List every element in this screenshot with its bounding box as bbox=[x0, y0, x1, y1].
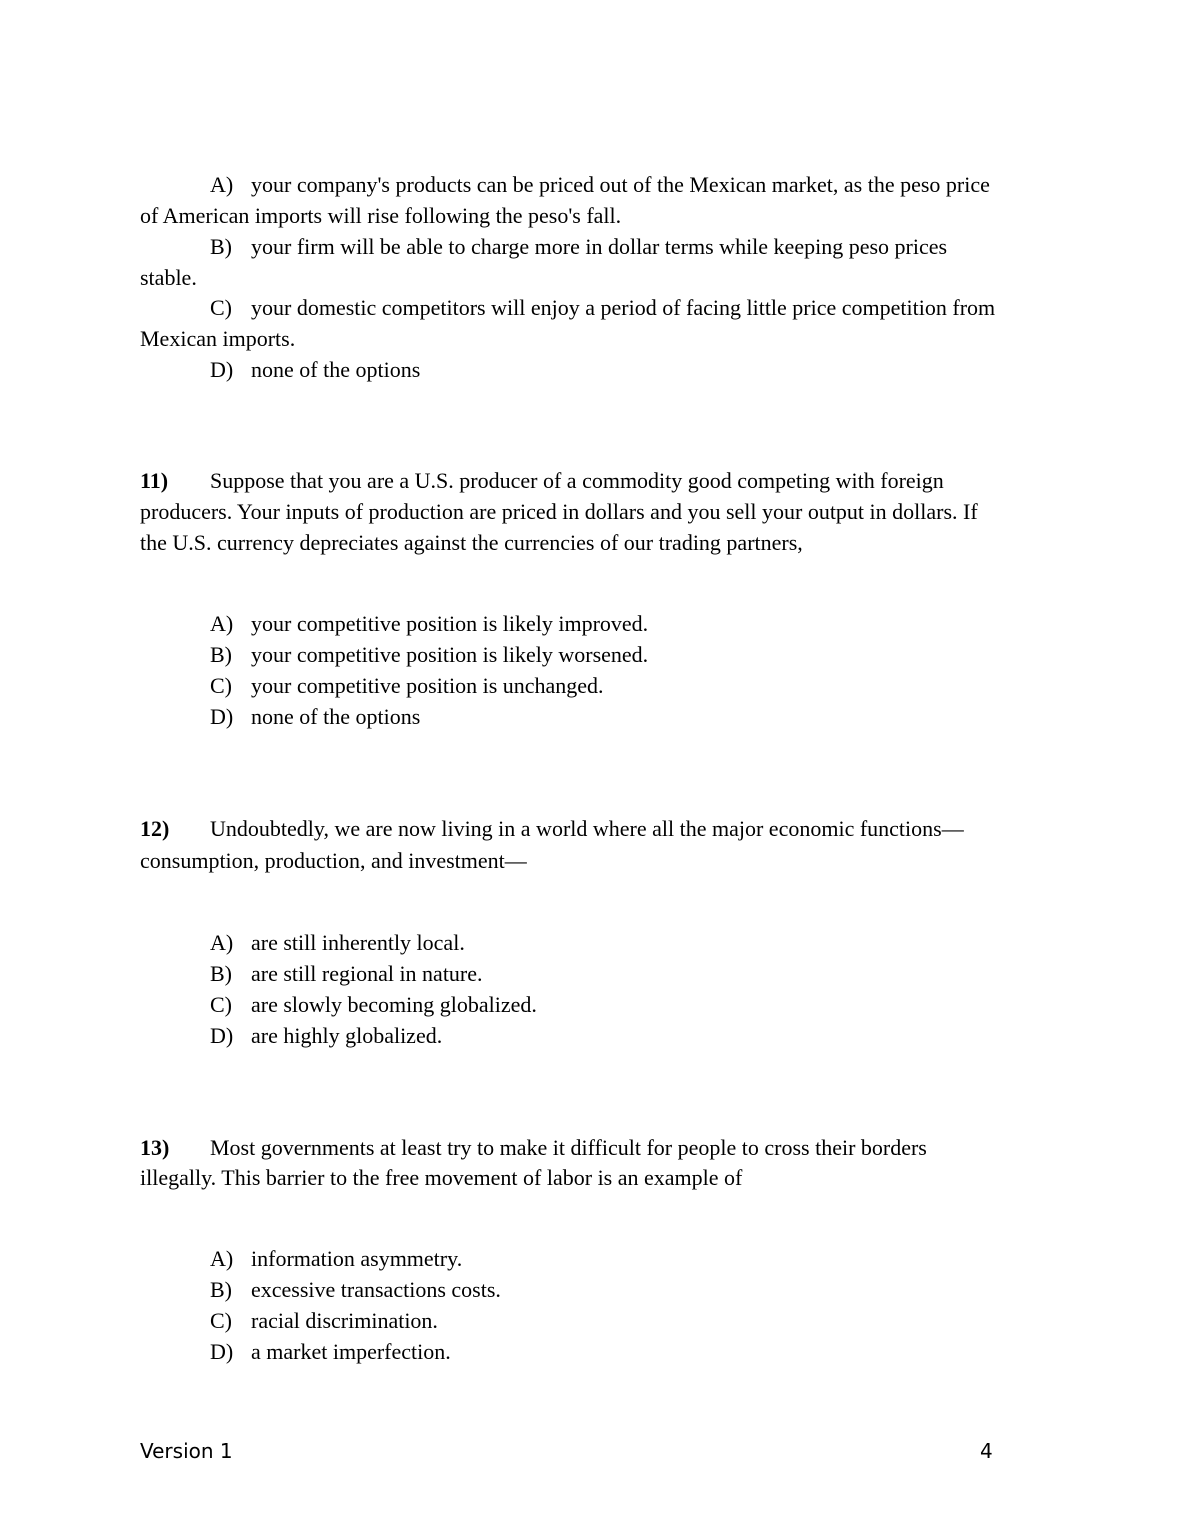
q12-option-b bbox=[210, 959, 483, 989]
option-text: are still regional in nature. bbox=[251, 961, 483, 986]
question-text: Most governments at least try to make it difficult for people to cross their borders bbox=[210, 1135, 927, 1160]
question-number: 11) bbox=[140, 468, 169, 493]
q11-stem-line2: producers. Your inputs of production are priced in dollars and you sell your output in dollars. If bbox=[140, 499, 978, 524]
option-text: none of the options bbox=[251, 357, 421, 382]
option-text: excessive transactions costs. bbox=[251, 1277, 501, 1302]
question-number: 12) bbox=[140, 816, 170, 841]
question-number: 13) bbox=[140, 1135, 170, 1160]
option-text: information asymmetry. bbox=[251, 1246, 463, 1271]
option-text: are slowly becoming globalized. bbox=[251, 992, 537, 1017]
option-letter: A) bbox=[210, 611, 234, 636]
option-letter: B) bbox=[210, 1277, 232, 1302]
option-text: are still inherently local. bbox=[251, 930, 465, 955]
q13-stem-line1 bbox=[140, 1133, 927, 1163]
q10-option-b bbox=[210, 232, 947, 262]
q11-option-d bbox=[210, 702, 420, 732]
q12-option-a bbox=[210, 928, 465, 958]
option-text: your company's products can be priced out of the Mexican market, as the peso price bbox=[251, 172, 990, 197]
option-text: none of the options bbox=[251, 704, 421, 729]
q12-option-d bbox=[210, 1021, 442, 1051]
q10-option-c bbox=[210, 293, 995, 323]
option-letter: D) bbox=[210, 704, 234, 729]
footer-page-number: 4 bbox=[980, 1439, 993, 1463]
option-letter: B) bbox=[210, 234, 232, 259]
q12-stem-line2: consumption, production, and investment— bbox=[140, 848, 527, 873]
q13-stem-line2: illegally. This barrier to the free movement of labor is an example of bbox=[140, 1165, 743, 1190]
q11-option-b bbox=[210, 640, 648, 670]
option-letter: D) bbox=[210, 1339, 234, 1364]
option-letter: B) bbox=[210, 642, 232, 667]
question-text: Undoubtedly, we are now living in a world where all the major economic functions— bbox=[210, 816, 964, 841]
option-letter: C) bbox=[210, 673, 232, 698]
question-text: Suppose that you are a U.S. producer of a commodity good competing with foreign bbox=[210, 468, 944, 493]
option-text: your competitive position is likely improved. bbox=[251, 611, 649, 636]
option-text: your competitive position is likely worsened. bbox=[251, 642, 649, 667]
q10-option-a bbox=[210, 170, 990, 200]
footer-version: Version 1 bbox=[140, 1439, 233, 1463]
q10-option-c-continued: Mexican imports. bbox=[140, 326, 296, 351]
option-letter: A) bbox=[210, 1246, 234, 1271]
option-text: your domestic competitors will enjoy a period of facing little price competition from bbox=[251, 295, 996, 320]
q11-stem-line3: the U.S. currency depreciates against the currencies of our trading partners, bbox=[140, 530, 803, 555]
q10-option-a-continued: of American imports will rise following the peso's fall. bbox=[140, 203, 622, 228]
option-text: a market imperfection. bbox=[251, 1339, 451, 1364]
q11-stem-line1 bbox=[140, 466, 944, 496]
option-letter: B) bbox=[210, 961, 232, 986]
option-letter: A) bbox=[210, 172, 234, 197]
q13-option-b bbox=[210, 1275, 501, 1305]
q12-stem-line1 bbox=[140, 814, 964, 844]
q10-option-b-continued: stable. bbox=[140, 265, 197, 290]
option-letter: C) bbox=[210, 992, 232, 1017]
q13-option-c bbox=[210, 1306, 438, 1336]
option-letter: C) bbox=[210, 295, 232, 320]
option-letter: C) bbox=[210, 1308, 232, 1333]
q10-option-d bbox=[210, 355, 420, 385]
option-letter: D) bbox=[210, 1023, 234, 1048]
option-text: your competitive position is unchanged. bbox=[251, 673, 604, 698]
q13-option-d bbox=[210, 1337, 451, 1367]
q12-option-c bbox=[210, 990, 537, 1020]
q13-option-a bbox=[210, 1244, 462, 1274]
option-letter: A) bbox=[210, 930, 234, 955]
option-text: your firm will be able to charge more in dollar terms while keeping peso prices bbox=[251, 234, 948, 259]
q11-option-a bbox=[210, 609, 648, 639]
option-letter: D) bbox=[210, 357, 234, 382]
q11-option-c bbox=[210, 671, 604, 701]
option-text: racial discrimination. bbox=[251, 1308, 438, 1333]
option-text: are highly globalized. bbox=[251, 1023, 443, 1048]
